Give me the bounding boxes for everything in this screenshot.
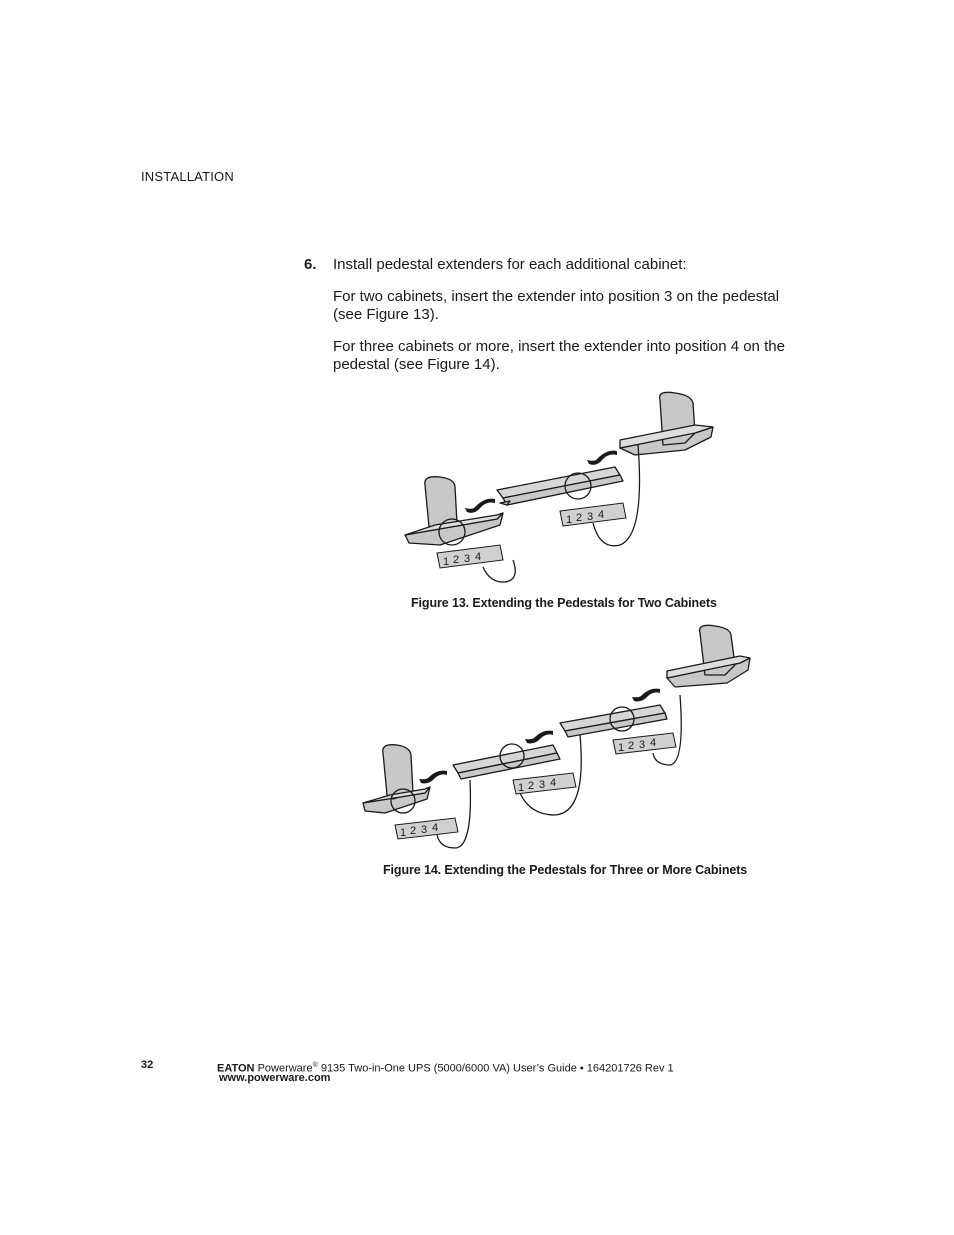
fig14c-label-4: 4 xyxy=(650,737,657,749)
figure-14-caption: Figure 14. Extending the Pedestals for Three or More Cabinets xyxy=(383,863,748,877)
fig14b-label-1: 1 xyxy=(518,782,525,794)
fig13b-label-2: 2 xyxy=(576,512,583,524)
fig14b-label-4: 4 xyxy=(550,777,557,789)
footer-product: Powerware xyxy=(257,1062,313,1075)
paragraph-two-cabinets: For two cabinets, insert the extender into position 3 on the pedestal (see Figure 13). xyxy=(333,288,780,323)
fig14a-label-2: 2 xyxy=(410,825,417,837)
footer-brand: EATON xyxy=(217,1062,255,1075)
figure-13-illustration xyxy=(395,385,725,590)
fig14b-label-3: 3 xyxy=(539,779,546,791)
fig13-label-1: 1 xyxy=(443,556,450,568)
fig14c-label-2: 2 xyxy=(628,740,635,752)
fig14c-label-3: 3 xyxy=(639,739,646,751)
fig14c-label-1: 1 xyxy=(618,742,625,754)
footer-url[interactable]: www.powerware.com xyxy=(219,1072,331,1084)
fig13-label-4: 4 xyxy=(475,551,482,563)
figure-13-caption: Figure 13. Extending the Pedestals for Two Cabinets xyxy=(411,596,717,610)
fig14a-label-1: 1 xyxy=(400,827,407,839)
step-text: Install pedestal extenders for each additional cabinet: xyxy=(333,256,687,273)
footer-document-title: 9135 Two-in-One UPS (5000/6000 VA) User’s Guide • 164201726 Rev 1 xyxy=(317,1062,674,1075)
fig13-label-3: 3 xyxy=(464,553,471,565)
section-header: INSTALLATION xyxy=(141,169,234,184)
footer-registered: ® xyxy=(312,1062,318,1069)
page-number: 32 xyxy=(141,1059,154,1071)
fig14b-label-2: 2 xyxy=(528,780,535,792)
fig14a-label-3: 3 xyxy=(421,824,428,836)
fig14a-label-4: 4 xyxy=(432,822,439,834)
fig13b-label-4: 4 xyxy=(598,509,605,521)
fig13-label-2: 2 xyxy=(453,554,460,566)
fig13b-label-3: 3 xyxy=(587,511,594,523)
step-number: 6. xyxy=(304,256,317,273)
paragraph-three-cabinets: For three cabinets or more, insert the extender into position 4 on the pedestal (see Figure 14). xyxy=(333,338,785,373)
figure-14-illustration xyxy=(355,623,760,858)
fig13b-label-1: 1 xyxy=(566,514,573,526)
